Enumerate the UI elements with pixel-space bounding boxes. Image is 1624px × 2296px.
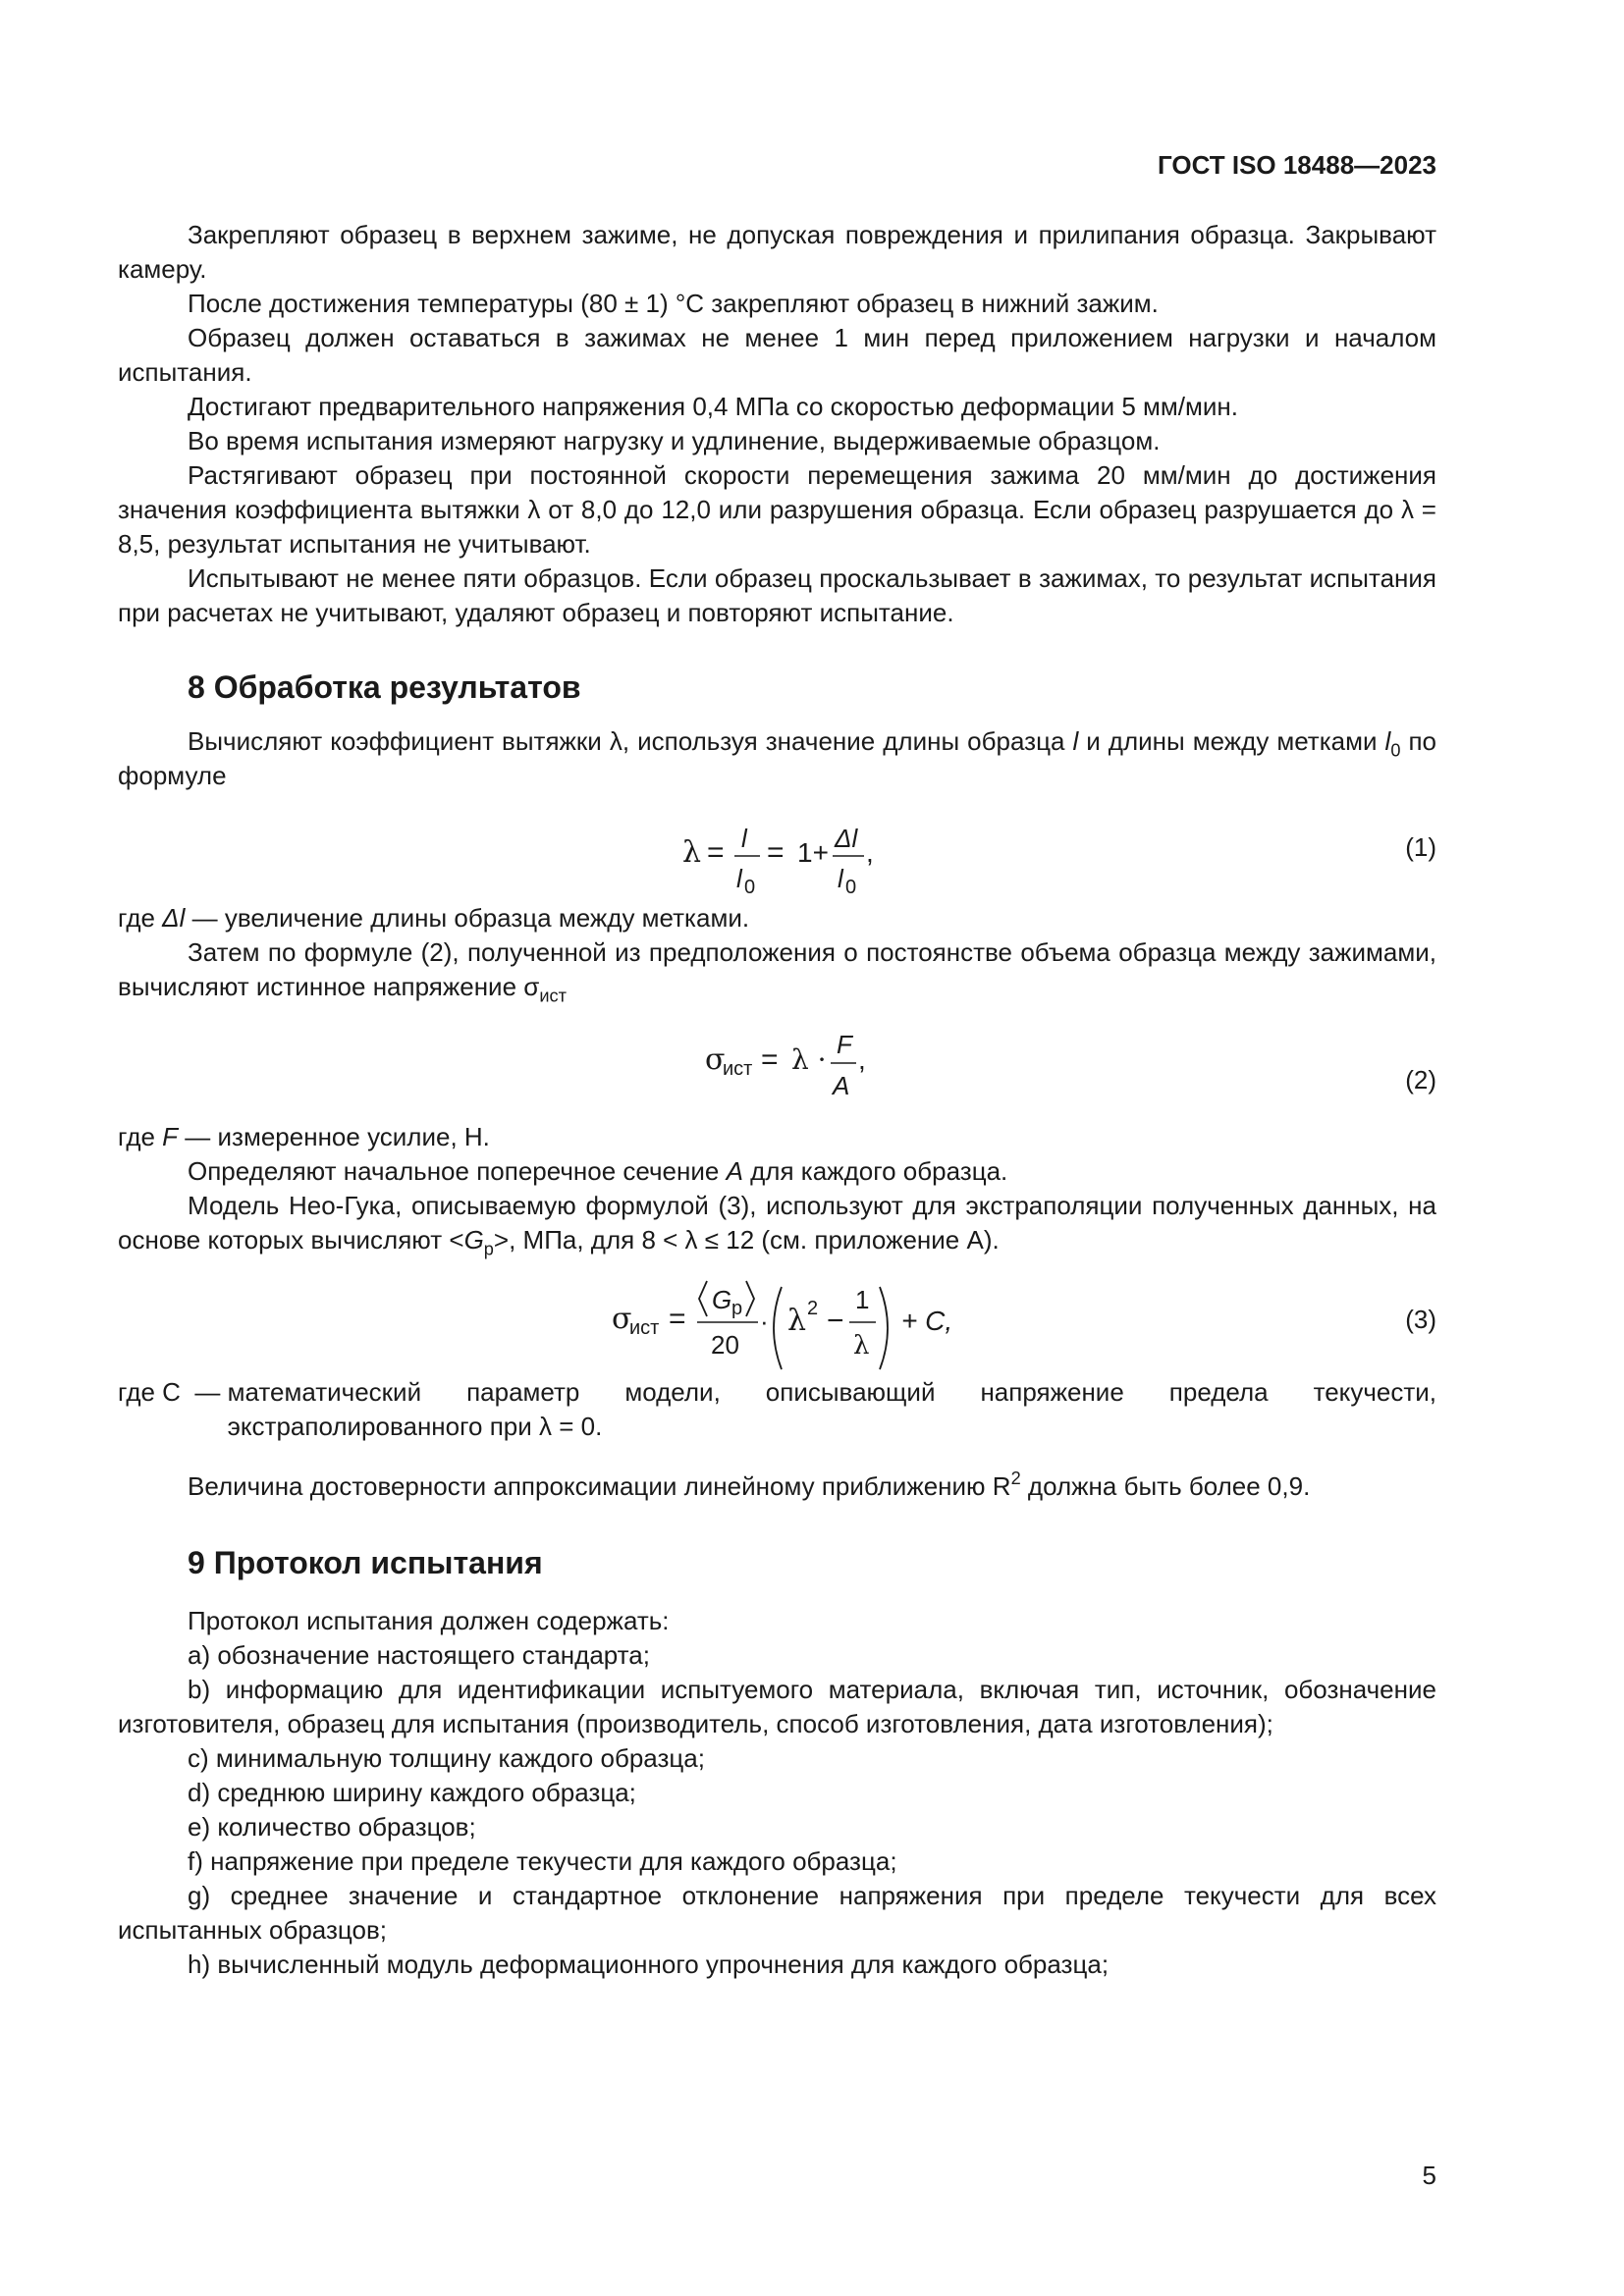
intro-paragraph-5: Во время испытания измеряют нагрузку и удлинение, выдерживаемые образцом.: [188, 426, 1161, 455]
formula-3-graphic: [118, 1257, 1436, 1375]
f1-num-2: Δl: [835, 824, 858, 853]
f1-eq-2: =: [767, 836, 785, 869]
f3-lambda-den: λ: [853, 1331, 870, 1361]
formula-2-number: (2): [1405, 1065, 1436, 1095]
list-item: d) среднюю ширину каждого образца;: [188, 1778, 636, 1807]
where-c-text: математический параметр модели, описывающий напряжение предела текучести, экстраполированного при λ = 0.: [227, 1377, 1436, 1441]
f2-sigma-sub: ист: [723, 1058, 753, 1080]
f3-lambda: λ: [787, 1304, 807, 1338]
where-force: где F — измеренное усилие, Н.: [118, 1122, 490, 1151]
where-c: [118, 1375, 1436, 1444]
f1-den-2-sub: 0: [845, 877, 857, 898]
f2-lambda-dot: λ ·: [791, 1043, 827, 1076]
section-8-heading: 8 Обработка результатов: [188, 669, 581, 705]
f3-g: G: [712, 1285, 732, 1314]
formula-1: [118, 793, 1436, 901]
f1-den-1: l: [736, 864, 742, 893]
formula-2-graphic: [118, 1004, 1436, 1120]
cross-section-paragraph: Определяют начальное поперечное сечение A для каждого образца.: [188, 1156, 1008, 1186]
f3-minus: −: [827, 1305, 844, 1337]
f3-left-paren: [774, 1287, 782, 1369]
formula-3-number: (3): [1405, 1305, 1436, 1334]
f1-num-1: l: [741, 824, 747, 853]
f1-eq-1: =: [707, 836, 725, 869]
f3-den-20: 20: [711, 1330, 739, 1360]
list-item: f) напряжение при пределе текучести для каждого образца;: [188, 1846, 897, 1876]
where-c-label: где C —: [118, 1377, 228, 1407]
list-item: h) вычисленный модуль деформационного упрочнения для каждого образца;: [188, 1949, 1110, 1979]
f3-g-sub: p: [731, 1298, 743, 1319]
intro-paragraph-3: Образец должен оставаться в зажимах не менее 1 мин перед приложением нагрузки и началом испытания.: [118, 323, 1436, 387]
f3-plus-c: + C,: [901, 1306, 953, 1336]
list-item: g) среднее значение и стандартное отклонение напряжения при пределе текучести для всех испытанных образцов;: [118, 1881, 1436, 1945]
intro-paragraph-7: Испытывают не менее пяти образцов. Если образец проскальзывает в зажимах, то результат испытания при расчетах не учитывают, удаляют образец и повторяют испытание.: [118, 563, 1436, 627]
f3-right-angle: [746, 1281, 754, 1316]
formula-1-graphic: [118, 793, 1436, 901]
section-8-intro: Вычисляют коэффициент вытяжки λ, используя значение длины образца l и длины между метками $l_0$ по формуле: [118, 726, 1437, 790]
f3-left-angle: [699, 1281, 707, 1316]
intro-paragraph-1: Закрепляют образец в верхнем зажиме, не допуская повреждения и прилипания образца. Закрывают камеру.: [118, 220, 1436, 284]
f1-den-2: l: [838, 864, 843, 893]
section-9-heading: 9 Протокол испытания: [188, 1545, 543, 1580]
r-squared-paragraph: Величина достоверности аппроксимации линейному приближению $R^2$ должна быть более 0,9.: [188, 1468, 1311, 1501]
f2-num: F: [837, 1030, 852, 1059]
formula-2-intro: Затем по формуле (2), полученной из предположения о постоянстве объема образца между зажимами, вычисляют истинное напряжение $\sigma_{ист}$: [118, 937, 1436, 1006]
f1-den-1-sub: 0: [744, 877, 756, 898]
f1-comma: ,: [866, 837, 874, 868]
document-code: ГОСТ ISO 18488—2023: [1157, 150, 1436, 180]
f1-one-plus: 1+: [797, 837, 829, 868]
intro-paragraph-4: Достигают предварительного напряжения 0,4 МПа со скоростью деформации 5 мм/мин.: [188, 392, 1238, 421]
f2-comma: ,: [858, 1044, 866, 1075]
f3-sigma: σ: [612, 1302, 632, 1336]
intro-paragraph-6: Растягивают образец при постоянной скорости перемещения зажима 20 мм/мин до достижения значения коэффициента вытяжки λ от 8,0 до 12,0 или разрушения образца. Если образец разрушается до λ = 8,5, результат испытания не учитывают.: [118, 460, 1436, 559]
formula-1-number: (1): [1405, 832, 1436, 862]
intro-paragraph-2: После достижения температуры (80 ± 1) °С закрепляют образец в нижний зажим.: [188, 289, 1159, 318]
page-content: [118, 218, 1436, 1982]
f2-den: A: [833, 1071, 850, 1100]
f3-eq: =: [669, 1303, 686, 1335]
list-item: a) обозначение настоящего стандарта;: [188, 1640, 650, 1670]
page-number: 5: [1422, 2161, 1436, 2190]
f3-one: 1: [855, 1285, 870, 1314]
f3-sigma-sub: ист: [629, 1317, 660, 1339]
formula-3: [118, 1257, 1436, 1375]
section-9-intro: Протокол испытания должен содержать:: [188, 1606, 670, 1635]
list-item: c) минимальную толщину каждого образца;: [188, 1743, 705, 1773]
where-delta-l: где Δl — увеличение длины образца между метками.: [118, 903, 750, 933]
list-item: e) количество образцов;: [188, 1812, 476, 1842]
f3-right-paren: [880, 1287, 888, 1369]
f2-sigma: σ: [705, 1042, 726, 1077]
list-item: b) информацию для идентификации испытуемого материала, включая тип, источник, обозначение изготовителя, образец для испытания (производитель, способ изготовления, дата изготовления);: [118, 1675, 1436, 1738]
f3-dot: ·: [760, 1307, 769, 1336]
formula-2: [118, 1004, 1436, 1120]
f1-lambda: λ: [682, 835, 702, 870]
f2-eq: =: [761, 1043, 779, 1076]
neo-hooke-paragraph: Модель Нео-Гука, описываемую формулой (3), используют для экстраполяции полученных данных, на основе которых вычисляют $<G_p>$, МПа, для 8 < λ ≤ 12 (см. приложение А).: [118, 1191, 1436, 1259]
f3-square: 2: [807, 1298, 819, 1319]
